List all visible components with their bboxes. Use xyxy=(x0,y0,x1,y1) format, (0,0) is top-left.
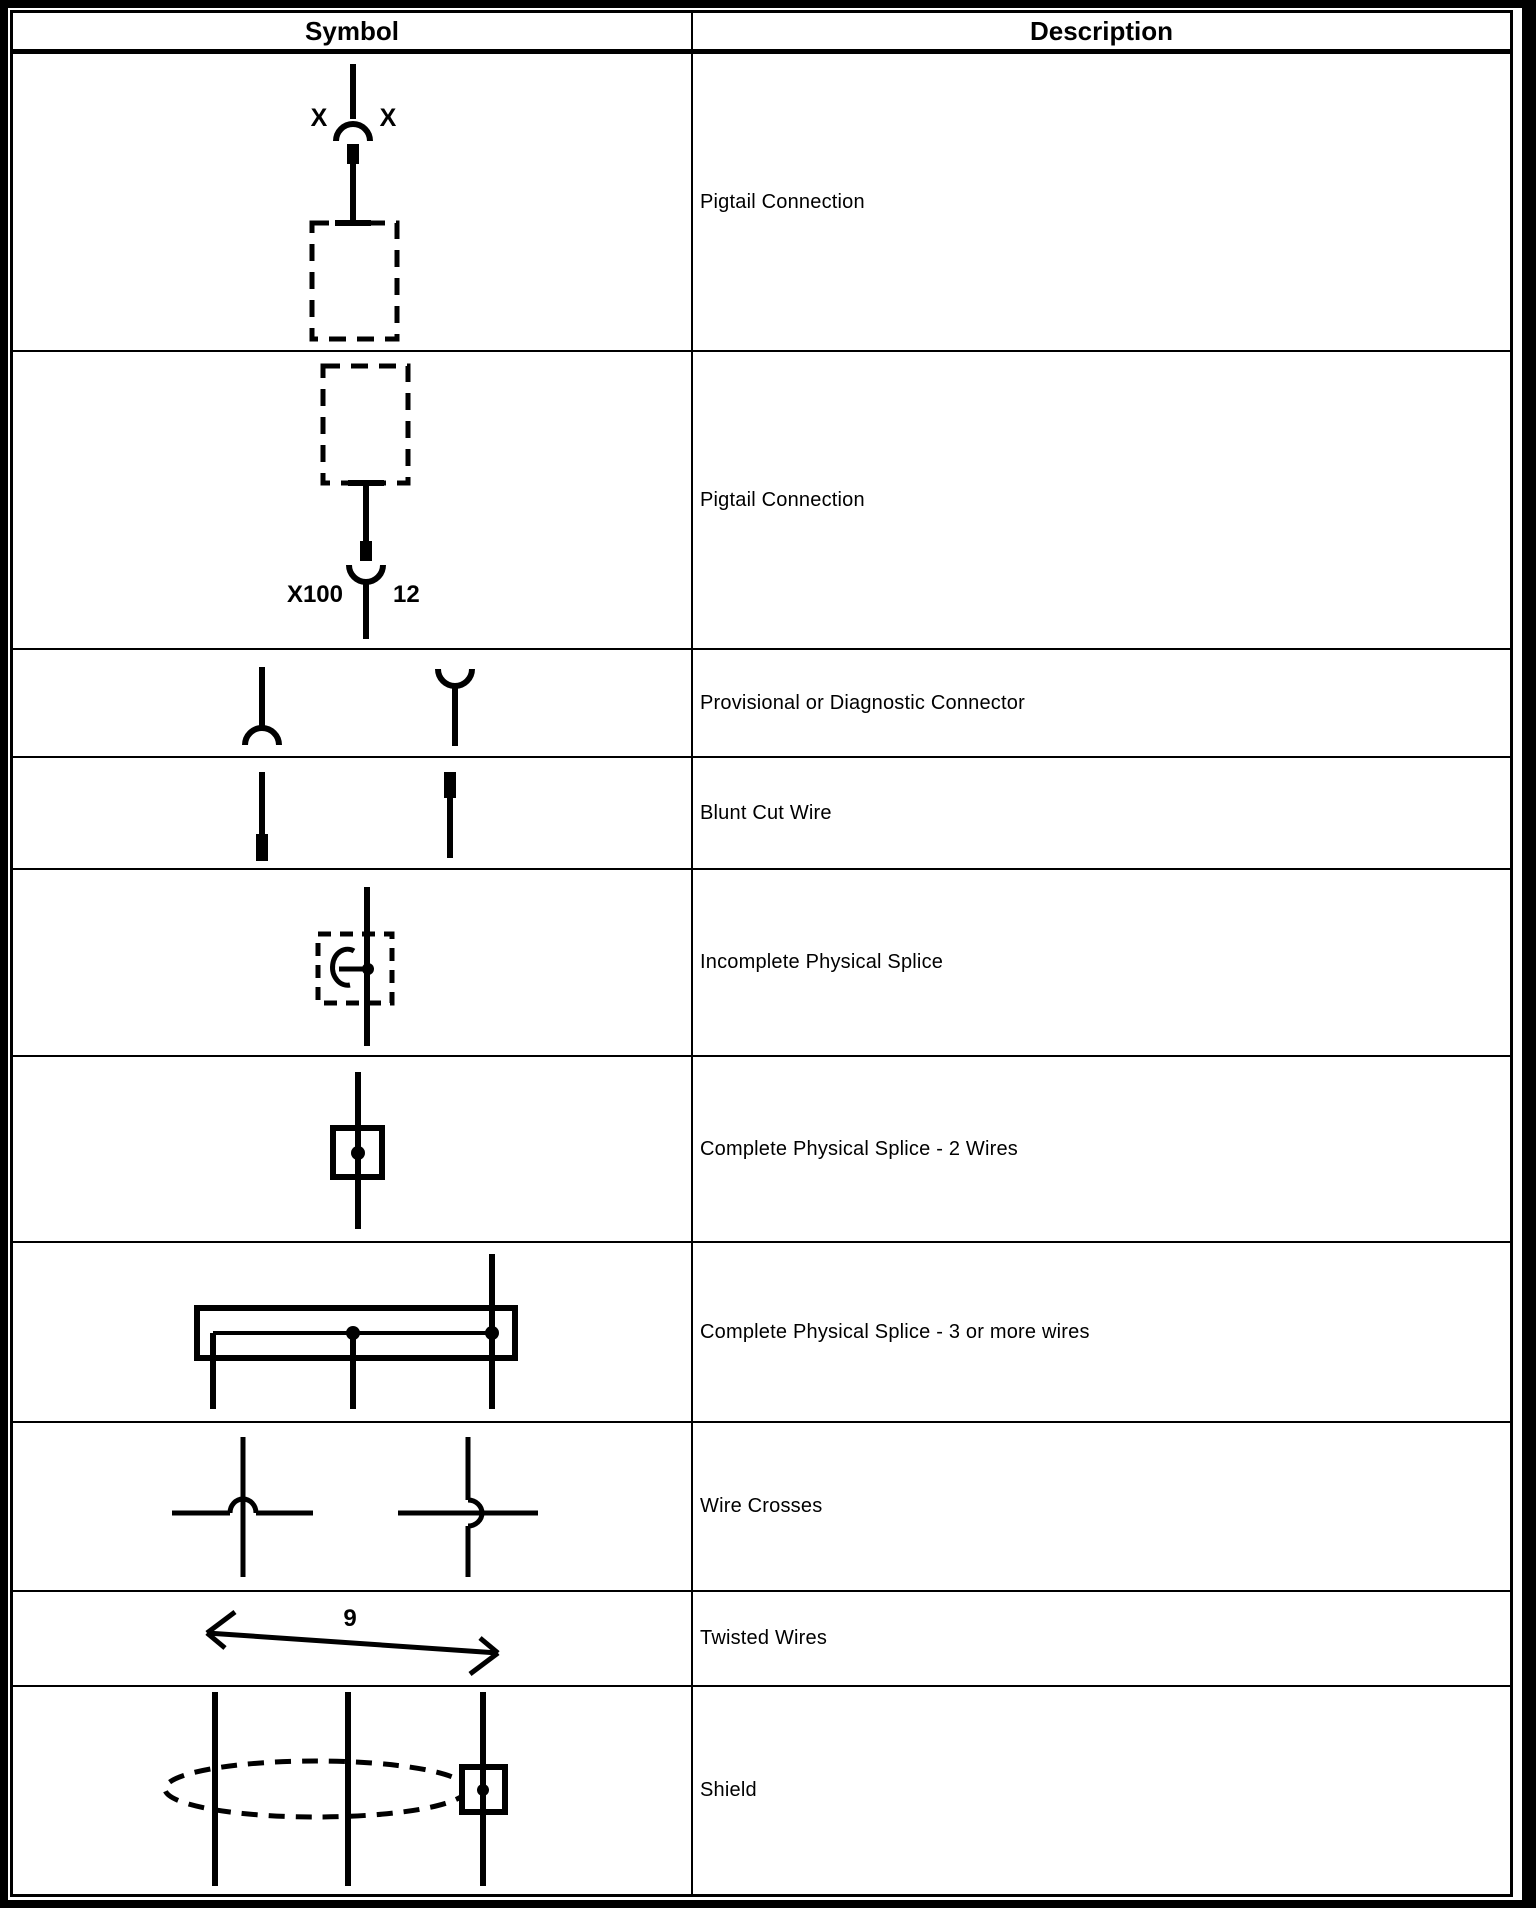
symbol-cell xyxy=(13,352,693,650)
twist-count-label: 9 xyxy=(343,1605,357,1632)
blunt-cut-wire-icon xyxy=(13,759,691,867)
symbol-description: Provisional or Diagnostic Connector xyxy=(693,650,1510,758)
connector-label-left: X xyxy=(310,104,328,132)
symbol-description: Shield xyxy=(700,1779,757,1801)
symbol-cell xyxy=(13,758,693,870)
terminal-number-label: 12 xyxy=(393,581,420,608)
pigtail-connection-female-top-icon xyxy=(13,55,691,349)
symbol-description: Pigtail Connection xyxy=(693,54,1510,352)
symbol-cell xyxy=(13,1423,693,1592)
symbol-description: Pigtail Connection xyxy=(693,352,1510,650)
symbol-column-header: Symbol xyxy=(13,13,693,54)
symbol-cell xyxy=(13,870,693,1057)
twisted-wires-icon xyxy=(13,1593,691,1684)
wire-crosses-icon xyxy=(13,1424,691,1589)
symbol-description: Complete Physical Splice - 3 or more wires xyxy=(693,1243,1510,1423)
symbol-cell xyxy=(13,54,693,352)
connector-id-label: X100 xyxy=(286,581,343,608)
incomplete-physical-splice-icon xyxy=(13,871,691,1054)
symbol-description: Blunt Cut Wire xyxy=(693,758,1510,870)
symbol-cell xyxy=(13,1687,693,1894)
complete-physical-splice-2-wires-icon xyxy=(13,1058,691,1240)
shield-icon xyxy=(13,1690,691,1892)
symbol-cell xyxy=(13,650,693,758)
symbol-cell xyxy=(13,1592,693,1687)
description-column-header: Description xyxy=(693,13,1510,54)
symbol-cell xyxy=(13,1243,693,1423)
symbol-description: Twisted Wires xyxy=(693,1592,1510,1687)
symbol-description: Complete Physical Splice - 2 Wires xyxy=(693,1057,1510,1243)
symbol-legend-table xyxy=(10,10,1513,1897)
symbol-description: Incomplete Physical Splice xyxy=(693,870,1510,1057)
symbol-cell xyxy=(13,1057,693,1243)
symbol-description: Wire Crosses xyxy=(693,1423,1510,1592)
provisional-or-diagnostic-connector-icon xyxy=(13,651,691,755)
pigtail-connection-female-bottom-icon xyxy=(13,353,691,647)
complete-physical-splice-3-or-more-wires-icon xyxy=(13,1244,691,1420)
connector-label-right: X xyxy=(379,104,397,132)
